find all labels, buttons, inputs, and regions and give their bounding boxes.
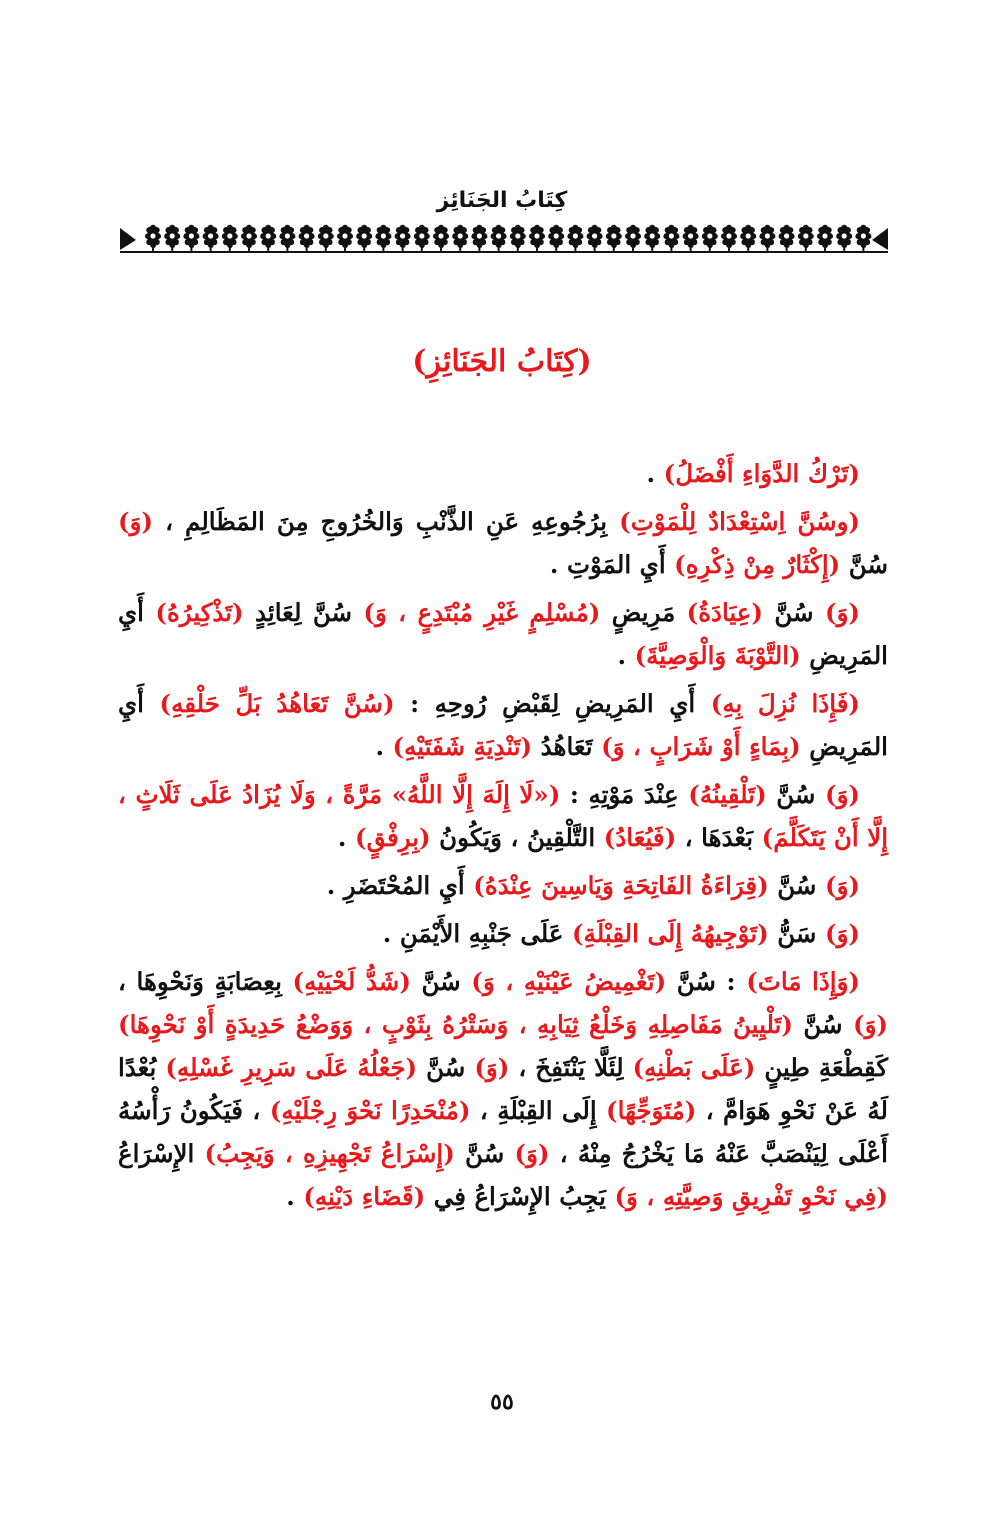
matn-text: (تَوْجِيهُهُ إِلَى القِبْلَةِ) xyxy=(572,919,769,948)
sharh-text: سُنَّ xyxy=(840,550,888,579)
sharh-text: عِنْدَ مَوْتِهِ : xyxy=(560,780,689,809)
sharh-text: أَيِ المَرِيضِ xyxy=(118,689,888,761)
paragraph xyxy=(118,773,888,859)
matn-text: (فَإِذَا نُزِلَ بِهِ) xyxy=(710,689,861,718)
matn-text: (تَلْقِينُهُ) xyxy=(688,780,767,809)
matn-text: (وَ) xyxy=(824,919,860,948)
body-text xyxy=(118,452,888,1223)
matn-text: (وَ) xyxy=(824,598,860,627)
matn-text: (وَإِذَا مَاتَ) xyxy=(746,967,860,996)
matn-text: (إِكْثَارٌ مِنْ ذِكْرِهِ) xyxy=(674,550,841,579)
sharh-text: . xyxy=(286,1182,304,1211)
sharh-text: لِئَلَّا يَنْتَفِخَ ، xyxy=(509,1053,633,1082)
sharh-text: الإِسْرَاعُ xyxy=(118,1139,205,1168)
paragraph xyxy=(118,912,888,955)
sharh-text: سُنَّ xyxy=(410,967,472,996)
sharh-text: بُعْدًا لَهُ عَنْ نَحْوِ هَوَامَّ ، xyxy=(118,1053,888,1125)
sharh-text: سُنَّ xyxy=(766,780,825,809)
matn-text: (بِرِفْقٍ) xyxy=(354,823,431,852)
matn-text: (بِمَاءٍ أَوْ شَرَابٍ ، وَ) xyxy=(601,732,801,761)
sharh-text: بَعْدَهَا ، xyxy=(676,823,762,852)
matn-text: (تَذْكِيرُهُ) xyxy=(155,598,244,627)
matn-text: («لَا إِلَهَ إِلَّا اللَّهُ» مَرَّةً ، وَلَا يُزَادُ عَلَى ثَلَاثٍ ، إِلَّا أَنْ يَتَكَلَّمَ) xyxy=(118,780,888,852)
page-number: ٥٥ xyxy=(490,1389,514,1415)
matn-text: (تَرْكُ الدَّوَاءِ أَفْضَلُ) xyxy=(663,459,860,488)
sharh-text: بِعِصَابَةٍ وَنَحْوِهَا ، xyxy=(118,967,293,996)
sharh-text: سُنَّ xyxy=(454,1139,515,1168)
matn-text: (التَّوْبَةَ وَالْوَصِيَّةَ) xyxy=(634,641,801,670)
paragraph xyxy=(118,682,888,768)
sharh-text: ، فَيَكُونُ رَأْسُهُ أَعْلَى لِيَنْصَبَّ عَنْهُ مَا يَخْرُجُ مِنْهُ ، xyxy=(118,1096,888,1168)
sharh-text: تَعَاهُدُ xyxy=(532,732,602,761)
sharh-text: مَرِيضٍ xyxy=(600,598,687,627)
matn-text: (فِي نَحْوِ تَفْرِيقِ وَصِيَّتِهِ ، وَ) xyxy=(614,1182,888,1211)
sharh-text: سُنَّ xyxy=(792,1010,853,1039)
sharh-text: . xyxy=(337,823,355,852)
paragraph xyxy=(118,452,888,495)
matn-text: (تَغْمِيضُ عَيْنَيْهِ ، وَ) xyxy=(471,967,667,996)
sharh-text: بِرُجُوعِهِ عَنِ الذَّنْبِ وَالخُرُوجِ مِنَ المَظَالِمِ ، xyxy=(153,507,620,536)
matn-text: (قَضَاءِ دَيْنِهِ) xyxy=(303,1182,426,1211)
sharh-text: سُنَّ لِعَائِدٍ xyxy=(243,598,364,627)
sharh-text: . xyxy=(375,732,393,761)
sharh-text: . xyxy=(617,641,635,670)
sharh-text: أَيِ المَرِيضِ xyxy=(118,598,888,670)
matn-text: (مُسْلِمٍ غَيْرِ مُبْتَدِعٍ ، وَ) xyxy=(363,598,601,627)
matn-text: (وسُنَّ اِسْتِعْدَادٌ لِلْمَوْتِ) xyxy=(619,507,861,536)
matn-text: (جَعْلُهُ عَلَى سَرِيرِ غَسْلِهِ) xyxy=(165,1053,418,1082)
matn-text: (وَ) xyxy=(824,780,860,809)
sharh-text: أَيِ المَوْتِ . xyxy=(549,550,675,579)
paragraph xyxy=(118,864,888,907)
sharh-text: سُنَّ xyxy=(768,871,825,900)
sharh-text: التَّلْقِينُ ، وَيَكُونُ xyxy=(430,823,604,852)
paragraph xyxy=(118,960,888,1218)
matn-text: (قِرَاءَةُ الفَاتِحَةِ وَيَاسِينَ عِنْدَهُ) xyxy=(473,871,769,900)
matn-text: (وَ) xyxy=(118,507,154,536)
matn-text: (عِيَادَةُ) xyxy=(686,598,764,627)
chapter-title: (كِتَابُ الجَنَائِزِ) xyxy=(412,344,592,379)
matn-text: (وَ) xyxy=(852,1010,888,1039)
floral-border-icon xyxy=(120,224,888,254)
matn-text: (مُنْحَدِرًا نَحْوَ رِجْلَيْهِ) xyxy=(269,1096,471,1125)
matn-text: (شَدُّ لَحْيَيْهِ) xyxy=(292,967,411,996)
sharh-text: : سُنَّ xyxy=(666,967,747,996)
sharh-text: كَقِطْعَةِ طِينٍ xyxy=(755,1053,888,1082)
matn-text: (وَ) xyxy=(474,1053,510,1082)
sharh-text: أَيِ المُحْتَضَرِ . xyxy=(326,871,474,900)
sharh-text: أَيِ المَرِيضِ لِقَبْضِ رُوحِهِ : xyxy=(394,689,711,718)
paragraph xyxy=(118,591,888,677)
matn-text: (تَلْيِينُ مَفَاصِلِهِ وَخَلْعُ ثِيَابِهِ ، وَسَتْرُهُ بِثَوْبٍ ، وَوَضْعُ حَدِيدَةٍ أَوْ نَحْوِهَا) xyxy=(118,1010,793,1039)
matn-text: (فَيُعَادُ) xyxy=(603,823,677,852)
sharh-text: إِلَى القِبْلَةِ ، xyxy=(470,1096,607,1125)
paragraph xyxy=(118,500,888,586)
running-header: كِتَابُ الجَنَائِز xyxy=(436,188,568,213)
matn-text: (مُتَوَجِّهًا) xyxy=(606,1096,697,1125)
sharh-text: سُنَّ xyxy=(417,1053,475,1082)
sharh-text: عَلَى جَنْبِهِ الأَيْمَنِ . xyxy=(382,919,573,948)
matn-text: (وَ) xyxy=(514,1139,550,1168)
matn-text: (سُنَّ تَعَاهُدُ بَلِّ حَلْقِهِ) xyxy=(159,689,395,718)
sharh-text: سُنَّ xyxy=(763,598,825,627)
sharh-text: يَجِبُ الإِسْرَاعُ فِي xyxy=(425,1182,615,1211)
matn-text: (إِسْرَاعُ تَجْهِيزِهِ ، وَيَجِبُ) xyxy=(204,1139,455,1168)
matn-text: (وَ) xyxy=(824,871,860,900)
sharh-text: سَنُّ xyxy=(768,919,825,948)
matn-text: (عَلَى بَطْنِهِ) xyxy=(632,1053,756,1082)
sharh-text: . xyxy=(646,459,664,488)
matn-text: (تَنْدِيَةِ شَفَتَيْهِ) xyxy=(392,732,533,761)
